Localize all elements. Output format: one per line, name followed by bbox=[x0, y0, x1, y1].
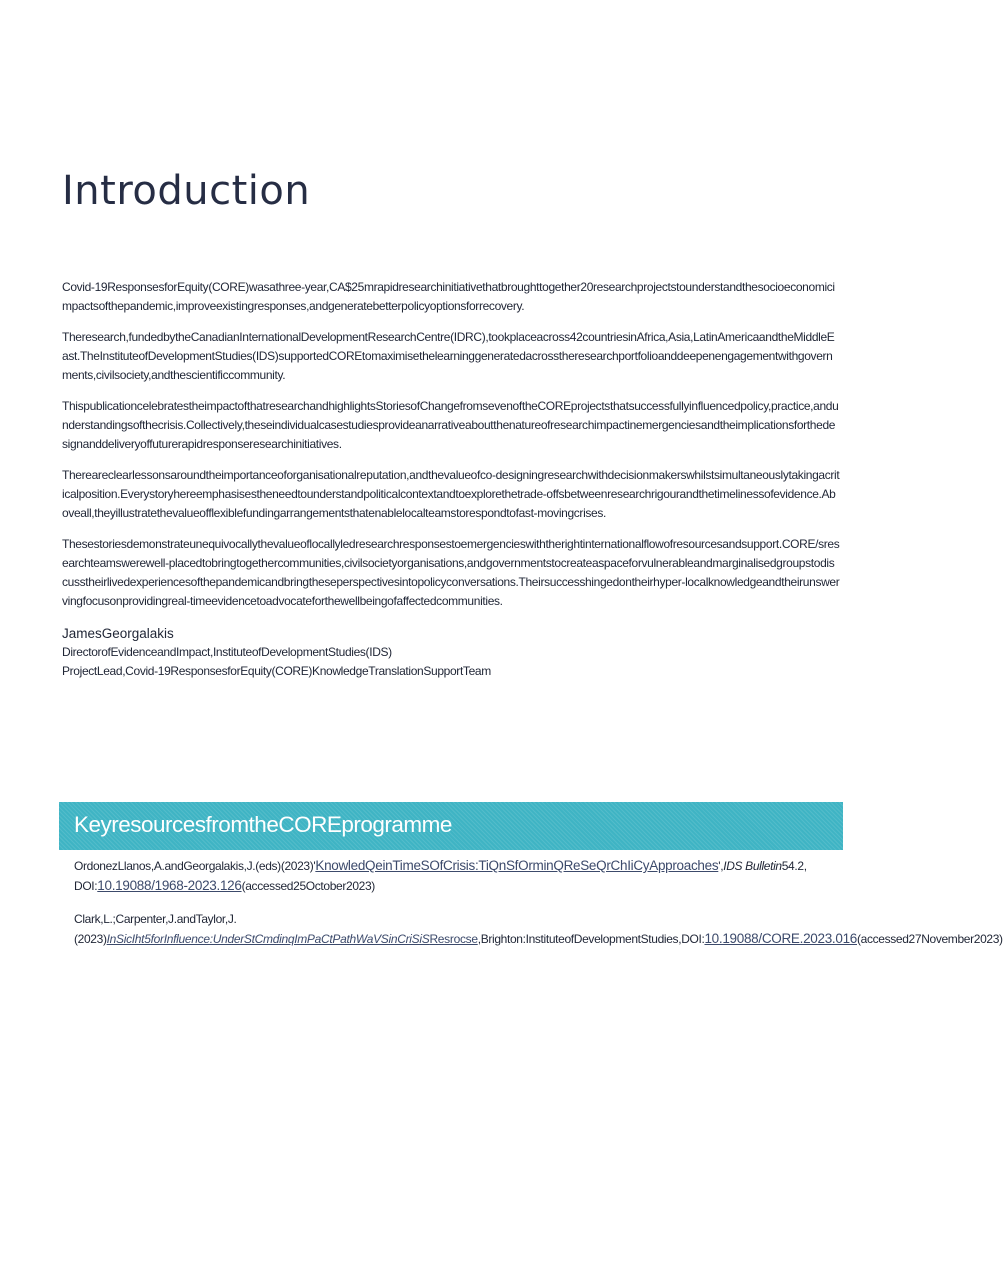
page-title: Introduction bbox=[62, 168, 311, 214]
reference-2-doi-link[interactable]: 10.19088/CORE.2023.016 bbox=[704, 931, 857, 946]
reference-2 bbox=[74, 910, 1003, 949]
reference-2-title-link[interactable]: InSicIht5forInfluence:UnderStCmdinqImPaCtPathWaVSinCriSiS bbox=[106, 932, 430, 946]
reference-1-doi-link[interactable]: 10.19088/1968-2023.126 bbox=[97, 878, 242, 893]
intro-paragraph-4: Therearecl​earlessonsaroundtheimportanceoforganisationalreputation,andthevalueofco-designingresearchwithdecisionmakerswhilstsimultaneouslytakingacriticalposition.Everystoryhereemphasisestheneedtounderstandpoliticalcontextandtoexplorethetrade-offsbetweenresearchrigourandthetimelinessofevidence.Aboveall,theyillustratethevalueofflexiblefundingarrangementsthatenablelocalteamstorespondtofast-movingcrises. bbox=[62, 468, 840, 520]
key-resources-banner bbox=[59, 802, 843, 850]
signature-name: JamesGeorgalakis bbox=[62, 626, 174, 641]
reference-1-accessed: (accessed25October2023) bbox=[241, 879, 375, 893]
signature-role-2: ProjectLead,Covid-19ResponsesforEquity(CORE)KnowledgeTranslationSupportTeam bbox=[62, 664, 491, 678]
reference-1-authors: OrdonezLlanos,A.andGeorgalakis,J.(eds)(2023)' bbox=[74, 859, 316, 873]
introduction-section bbox=[62, 278, 840, 681]
reference-2-title-link-tail[interactable]: Resrocse bbox=[429, 932, 478, 946]
signature-block bbox=[62, 625, 840, 681]
reference-2-authors: Clark,L.;Carpenter,J.andTaylor,J.(2023) bbox=[74, 912, 237, 946]
key-resources-title: KeyresourcesfromtheCOREprogramme bbox=[74, 812, 452, 837]
reference-2-accessed: (accessed27November2023) bbox=[857, 932, 1003, 946]
signature-role-1: DirectorofEvidenceandImpact,InstituteofDevelopmentStudies(IDS) bbox=[62, 645, 392, 659]
reference-1-after-link: ', bbox=[718, 859, 724, 873]
reference-1-title-link[interactable]: KnowledQeinTimeSOfCrisis:TiQnSfOrminQReSeQrChIiCyApproaches bbox=[315, 858, 719, 873]
intro-paragraph-2: Theresearch,fundedbytheCanadianInternationalDevelopmentResearchCentre(IDRC),tookplaceacross42countriesinAfrica,Asia,LatinAmericaandtheMiddleEast.TheInstituteofDevelopmentStudies(IDS)supportedCOREtomaximisethelearninggeneratedacrosstheresearchportfolioanddeepenengagementwithgovernments,civilsociety,andthescientificcommunity. bbox=[62, 330, 835, 382]
references-list bbox=[74, 856, 1003, 963]
intro-paragraph-3: ThispublicationcelebratestheimpactofthatresearchandhighlightsStoriesofChangefromsevenoftheCOREprojectsthatsuccessfullyinfluencedpolicy,practice,andunderstandingsofthecrisis.Collectively,theseindividualcasestudiesprovideanarrativeaboutthenatureofresearchimpactinemergenciesandtheimplicationsforthedesignanddeliveryoffuturerapidresponseresearchinitiatives. bbox=[62, 399, 839, 451]
reference-2-publisher: ,Brighton:InstituteofDevelopmentStudies,DOI: bbox=[477, 932, 705, 946]
reference-1-volume: 54.2, bbox=[781, 859, 807, 873]
reference-1-journal: IDS Bulletin bbox=[723, 859, 782, 873]
reference-1 bbox=[74, 856, 840, 896]
intro-paragraph-5: Thesestoriesdemonstrateunequivocallythevalueoflocallyledresearchresponsestoemergencieswiththerightinternationalflowofresourcesandsupport.CORE/sresearchteamswerewell-placedtobringtogethercommunities,civilsocietyorganisations,andgovernmentstocreateaspaceforvulnerableandmarginalisedgroupstodiscusstheirlivedexperiencesofthepandemicandbringtheseperspectivesintopolicyconversations.Theirsuccesshingedontheirhyper-localknowledgeandtheirunswervingfocusonprovidingreal-timeevidencetoadvocateforthewellbeingofaffectedcommunities. bbox=[62, 537, 840, 608]
intro-paragraph-1: Covid-19ResponsesforEquity(CORE)wasathree-year,CA$25mrapidresearchinitiativethatbroughttogether20researchprojectstounderstandthesocioeconomicimpactsofthepandemic,improveexistingresponses,andgeneratebetterpolicyoptionsforrecovery. bbox=[62, 280, 835, 313]
reference-1-doi-label: DOI: bbox=[74, 879, 98, 893]
